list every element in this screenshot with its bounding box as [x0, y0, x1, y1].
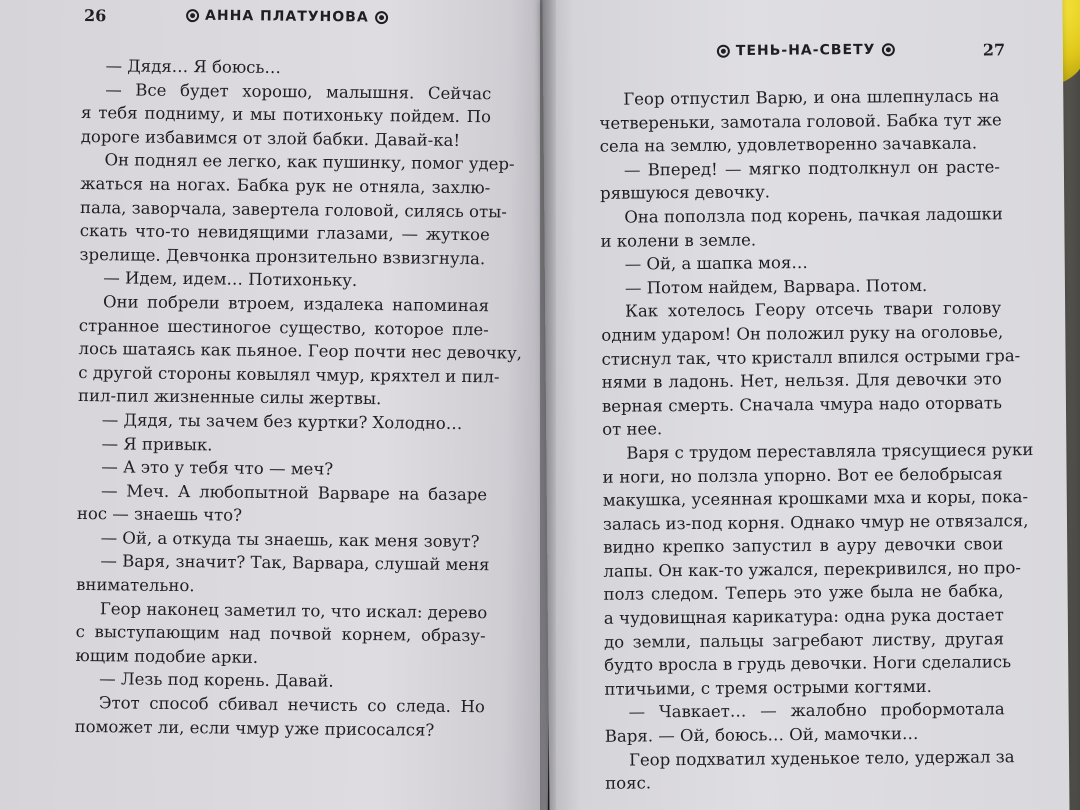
- right-page-text: [599, 84, 1034, 795]
- text-line: лось шатаясь как пьяное. Геор почти нес девочку,: [78, 339, 523, 363]
- left-page-text: [74, 54, 523, 742]
- text-line: Этот способ сбивал нечисть со следа. Но: [98, 693, 485, 717]
- right-running-header: [711, 39, 901, 60]
- right-header-text: ТЕНЬ-НА-СВЕТУ: [735, 41, 876, 60]
- text-line: — Ой, а шапка моя…: [624, 253, 808, 274]
- text-line: Геор подхватил худенькое тело, удержал за: [628, 746, 1015, 770]
- ornament-icon: [375, 11, 388, 24]
- text-line: макушка, усеянная крошками мха и коры, пока-: [602, 487, 1029, 510]
- text-line: от нее.: [602, 419, 663, 440]
- text-line: — Все будет хорошо, малышня. Сейчас: [105, 79, 492, 103]
- text-line: внимательно.: [76, 575, 195, 596]
- text-line: полз следом. Теперь это уже была не бабка,: [603, 581, 1004, 605]
- text-line: Варя. — Ой, боюсь… Ой, мамочки…: [604, 724, 919, 746]
- text-line: четвереньки, замотала головой. Бабка тут же: [599, 109, 1002, 133]
- text-line: нями в ладонь. Нет, нельзя. Для девочки это: [601, 369, 1002, 392]
- text-line: дороге избавимся от злой бабки. Давай-ка!: [80, 126, 461, 150]
- ornament-icon: [881, 43, 894, 56]
- text-line: — Потом найдем, Варвара. Потом.: [624, 275, 928, 298]
- text-line: скать что-то невидящими глазами, — жуткое: [79, 221, 490, 245]
- text-line: лапы. Он как-то ужался, перекривился, но про-: [603, 558, 1021, 581]
- text-line: пала, заворчала, завертела головой, силясь оты-: [79, 197, 507, 222]
- text-line: — Вперед! — мягко подтолкнул он расте-: [623, 157, 1000, 180]
- text-line: видно крепко запустил в ауру девочки свои: [603, 534, 1004, 558]
- text-line: пояс.: [605, 773, 652, 793]
- text-line: до земли, пальцы загребают листву, другая: [603, 628, 1005, 652]
- text-line: — Я привык.: [101, 433, 213, 454]
- text-line: птичьими, с тремя острыми когтями.: [604, 676, 932, 699]
- text-line: с выступающим над почвой корнем, образу-: [75, 622, 486, 646]
- text-line: залась из-под корня. Однако чмур не отвязался,: [602, 510, 1029, 534]
- text-line: рявшуюся девочку.: [600, 182, 771, 204]
- right-page: [542, 0, 1069, 810]
- text-line: Он поднял ее легко, как пушинку, помог удер-: [104, 150, 515, 174]
- text-line: верная смерть. Сначала чмура надо оторвать: [601, 393, 1003, 416]
- left-page-number: 26: [83, 6, 107, 26]
- text-line: я тебя подниму, и мы потихоньку пойдем. По: [80, 103, 492, 127]
- right-page-number: 27: [982, 40, 1006, 60]
- text-line: — Дядя… Я боюсь…: [105, 56, 282, 78]
- book-gutter: [540, 0, 556, 810]
- text-line: поможет ли, если чмур уже присосался?: [74, 716, 435, 740]
- text-line: — Идем, идем… Потихоньку.: [103, 268, 358, 291]
- text-line: будто вросла в грудь девочки. Ноги сделались: [604, 652, 1012, 676]
- text-line: нос — знаешь что?: [76, 504, 243, 525]
- ornament-icon: [717, 45, 730, 58]
- text-line: и колени в земле.: [600, 229, 757, 251]
- text-line: жаться на ногах. Бабка рук не отняла, захлю-: [80, 173, 491, 198]
- text-line: — Меч. А любопытной Варваре на базаре: [101, 480, 488, 504]
- text-line: зрелище. Девчонка пронзительно взвизгнула.: [79, 244, 486, 268]
- text-line: стиснул так, что кристалл впился острыми гра-: [601, 345, 1021, 369]
- text-line: одним ударом! Он положил руку на оголовье,: [601, 322, 1004, 345]
- text-line: — Варя, значит? Так, Варвара, слушай меня: [100, 551, 490, 575]
- text-line: и ноги, но ползла упорно. Вот ее белобрысая: [602, 463, 1003, 487]
- left-running-header: [180, 5, 394, 26]
- left-header-text: АННА ПЛАТУНОВА: [205, 7, 369, 26]
- text-line: — Дядя, ты зачем без куртки? Холодно…: [101, 410, 463, 433]
- ornament-icon: [186, 9, 199, 22]
- text-line: Геор наконец заметил то, что искал: дерево: [99, 598, 488, 622]
- text-line: Она поползла под корень, пачкая ладошки: [624, 204, 1003, 227]
- text-line: Они побрели втроем, издалека напоминая: [102, 292, 490, 316]
- text-line: Варя с трудом переставляла трясущиеся руки: [626, 439, 1034, 463]
- text-line: — Ой, а откуда ты знаешь, как меня зовут?: [100, 528, 480, 552]
- text-line: — А это у тебя что — меч?: [101, 457, 334, 479]
- text-line: странное шестиногое существо, которое пле-: [78, 315, 489, 339]
- text-line: Как хотелось Геору отсечь твари голову: [625, 298, 1002, 321]
- text-line: с другой стороны ковылял чмур, кряхтел и пил-: [78, 362, 500, 387]
- text-line: пил-пил жизненные силы жертвы.: [78, 386, 382, 409]
- text-line: Геор отпустил Варю, и она шлепнулась на: [623, 86, 1000, 109]
- text-line: — Чавкает… — жалобно пробормотала: [628, 699, 1005, 722]
- text-line: а чудовищная карикатура: одна рука достает: [603, 605, 1004, 628]
- text-line: — Лезь под корень. Давай.: [99, 669, 334, 692]
- text-line: села на землю, удовлетворенно зачавкала.: [599, 133, 978, 156]
- text-line: ющим подобие арки.: [75, 645, 259, 667]
